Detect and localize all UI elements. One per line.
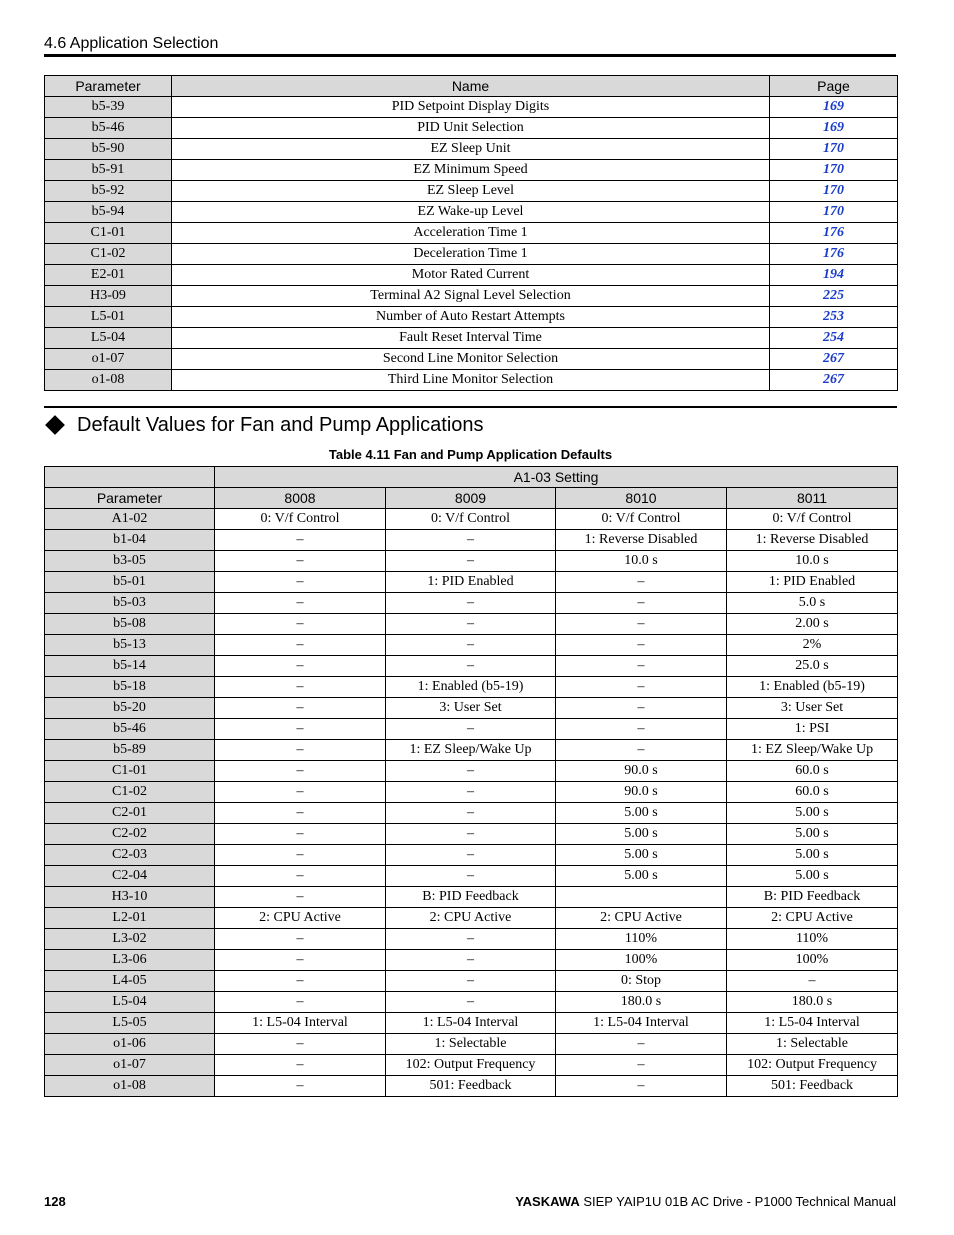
- page-link[interactable]: 225: [770, 286, 898, 307]
- setting-cell: –: [386, 551, 556, 572]
- table-row: [45, 349, 898, 370]
- page-link[interactable]: 170: [770, 139, 898, 160]
- parameter-table: [44, 75, 898, 391]
- setting-cell: 2: CPU Active: [727, 908, 898, 929]
- name-cell: EZ Sleep Level: [172, 181, 770, 202]
- setting-cell: 501: Feedback: [727, 1076, 898, 1097]
- subsection-title: Default Values for Fan and Pump Applications: [77, 413, 484, 436]
- setting-cell: –: [386, 530, 556, 551]
- table-row: [45, 551, 898, 572]
- setting-cell: –: [215, 992, 386, 1013]
- parameter-cell: L3-06: [45, 950, 215, 971]
- parameter-cell: b5-91: [45, 160, 172, 181]
- setting-cell: 5.00 s: [556, 803, 727, 824]
- setting-cell: –: [386, 656, 556, 677]
- setting-cell: B: PID Feedback: [727, 887, 898, 908]
- table-caption: Table 4.11 Fan and Pump Application Defaults: [328, 447, 613, 462]
- table-row: [45, 761, 898, 782]
- setting-cell: –: [215, 761, 386, 782]
- name-cell: Third Line Monitor Selection: [172, 370, 770, 391]
- table-row: [45, 908, 898, 929]
- setting-cell: –: [215, 677, 386, 698]
- setting-cell: –: [386, 635, 556, 656]
- table-row: [45, 950, 898, 971]
- parameter-cell: L5-04: [45, 328, 172, 349]
- parameter-cell: b5-20: [45, 698, 215, 719]
- table-row: [45, 887, 898, 908]
- column-header-8008: 8008: [215, 488, 386, 509]
- column-header-parameter: Parameter: [45, 488, 215, 509]
- setting-cell: 2.00 s: [727, 614, 898, 635]
- setting-cell: 1: PSI: [727, 719, 898, 740]
- table-row: [45, 160, 898, 181]
- table-row: [45, 614, 898, 635]
- group-header: A1-03 Setting: [215, 467, 898, 488]
- setting-cell: –: [556, 614, 727, 635]
- setting-cell: [556, 887, 727, 908]
- parameter-cell: H3-10: [45, 887, 215, 908]
- name-cell: Acceleration Time 1: [172, 223, 770, 244]
- table-row: [45, 97, 898, 118]
- parameter-cell: H3-09: [45, 286, 172, 307]
- page-link[interactable]: 253: [770, 307, 898, 328]
- setting-cell: –: [215, 803, 386, 824]
- parameter-cell: o1-06: [45, 1034, 215, 1055]
- page-link[interactable]: 267: [770, 370, 898, 391]
- parameter-cell: b1-04: [45, 530, 215, 551]
- page-link[interactable]: 176: [770, 244, 898, 265]
- name-cell: EZ Wake-up Level: [172, 202, 770, 223]
- setting-cell: 5.00 s: [727, 824, 898, 845]
- setting-cell: 1: Selectable: [386, 1034, 556, 1055]
- setting-cell: 60.0 s: [727, 761, 898, 782]
- defaults-table: [44, 466, 898, 1097]
- setting-cell: 0: Stop: [556, 971, 727, 992]
- name-cell: Second Line Monitor Selection: [172, 349, 770, 370]
- name-cell: Terminal A2 Signal Level Selection: [172, 286, 770, 307]
- column-header-name: Name: [172, 76, 770, 97]
- parameter-cell: L3-02: [45, 929, 215, 950]
- setting-cell: –: [386, 761, 556, 782]
- parameter-cell: b5-03: [45, 593, 215, 614]
- setting-cell: 2%: [727, 635, 898, 656]
- setting-cell: 501: Feedback: [386, 1076, 556, 1097]
- table-row: [45, 509, 898, 530]
- page-link[interactable]: 267: [770, 349, 898, 370]
- setting-cell: B: PID Feedback: [386, 887, 556, 908]
- setting-cell: 1: L5-04 Interval: [386, 1013, 556, 1034]
- setting-cell: –: [386, 824, 556, 845]
- table-header-row: [45, 76, 898, 97]
- table-row: [45, 1055, 898, 1076]
- column-header-8011: 8011: [727, 488, 898, 509]
- parameter-cell: L5-01: [45, 307, 172, 328]
- setting-cell: –: [386, 782, 556, 803]
- setting-cell: –: [386, 719, 556, 740]
- table-row: [45, 244, 898, 265]
- name-cell: PID Setpoint Display Digits: [172, 97, 770, 118]
- setting-cell: –: [215, 656, 386, 677]
- setting-cell: –: [386, 992, 556, 1013]
- setting-cell: 2: CPU Active: [556, 908, 727, 929]
- table-row: [45, 223, 898, 244]
- setting-cell: 1: L5-04 Interval: [727, 1013, 898, 1034]
- parameter-cell: b5-90: [45, 139, 172, 160]
- setting-cell: –: [386, 614, 556, 635]
- setting-cell: –: [215, 719, 386, 740]
- parameter-cell: b5-92: [45, 181, 172, 202]
- parameter-cell: E2-01: [45, 265, 172, 286]
- setting-cell: –: [215, 782, 386, 803]
- setting-cell: 5.00 s: [727, 866, 898, 887]
- table-row: [45, 139, 898, 160]
- setting-cell: –: [215, 1034, 386, 1055]
- setting-cell: –: [386, 971, 556, 992]
- table-row: [45, 286, 898, 307]
- table-row: [45, 1076, 898, 1097]
- parameter-cell: b5-01: [45, 572, 215, 593]
- setting-cell: 1: EZ Sleep/Wake Up: [386, 740, 556, 761]
- parameter-cell: C2-01: [45, 803, 215, 824]
- page-link[interactable]: 169: [770, 97, 898, 118]
- setting-cell: 5.00 s: [556, 866, 727, 887]
- setting-cell: 1: PID Enabled: [386, 572, 556, 593]
- setting-cell: 90.0 s: [556, 782, 727, 803]
- setting-cell: 1: L5-04 Interval: [215, 1013, 386, 1034]
- setting-cell: –: [556, 677, 727, 698]
- setting-cell: 5.00 s: [727, 803, 898, 824]
- setting-cell: –: [556, 656, 727, 677]
- setting-cell: 180.0 s: [727, 992, 898, 1013]
- setting-cell: –: [386, 929, 556, 950]
- table-row: [45, 635, 898, 656]
- parameter-cell: A1-02: [45, 509, 215, 530]
- table-row: [45, 1034, 898, 1055]
- name-cell: Fault Reset Interval Time: [172, 328, 770, 349]
- table-row: [45, 118, 898, 139]
- setting-cell: –: [215, 929, 386, 950]
- section-rule: [44, 54, 896, 57]
- name-cell: Deceleration Time 1: [172, 244, 770, 265]
- setting-cell: –: [727, 971, 898, 992]
- name-cell: EZ Sleep Unit: [172, 139, 770, 160]
- setting-cell: 110%: [727, 929, 898, 950]
- setting-cell: 100%: [556, 950, 727, 971]
- parameter-cell: b5-08: [45, 614, 215, 635]
- setting-cell: 100%: [727, 950, 898, 971]
- parameter-cell: b5-18: [45, 677, 215, 698]
- setting-cell: –: [386, 845, 556, 866]
- table-row: [45, 370, 898, 391]
- footer-manual-title: [515, 1194, 896, 1209]
- column-header-row: [45, 488, 898, 509]
- name-cell: EZ Minimum Speed: [172, 160, 770, 181]
- table-row: [45, 593, 898, 614]
- parameter-cell: C1-01: [45, 223, 172, 244]
- table-row: [45, 307, 898, 328]
- table-row: [45, 328, 898, 349]
- subsection-heading: [44, 411, 484, 439]
- parameter-cell: b5-46: [45, 118, 172, 139]
- setting-cell: –: [556, 593, 727, 614]
- setting-cell: –: [215, 887, 386, 908]
- table-row: [45, 1013, 898, 1034]
- setting-cell: –: [215, 635, 386, 656]
- parameter-cell: b5-46: [45, 719, 215, 740]
- table-row: [45, 202, 898, 223]
- setting-cell: –: [215, 1076, 386, 1097]
- setting-cell: –: [386, 866, 556, 887]
- setting-cell: 0: V/f Control: [556, 509, 727, 530]
- table-row: [45, 782, 898, 803]
- table-row: [45, 845, 898, 866]
- table-row: [45, 530, 898, 551]
- setting-cell: –: [386, 593, 556, 614]
- setting-cell: 1: Reverse Disabled: [556, 530, 727, 551]
- setting-cell: –: [556, 698, 727, 719]
- setting-cell: –: [215, 614, 386, 635]
- setting-cell: –: [556, 1034, 727, 1055]
- setting-cell: 10.0 s: [727, 551, 898, 572]
- page-number: 128: [44, 1194, 66, 1209]
- setting-cell: 102: Output Frequency: [727, 1055, 898, 1076]
- footer-brand: YASKAWA: [515, 1194, 580, 1209]
- empty-header-cell: [45, 467, 215, 488]
- setting-cell: –: [215, 971, 386, 992]
- table-row: [45, 824, 898, 845]
- table-row: [45, 992, 898, 1013]
- setting-cell: –: [215, 1055, 386, 1076]
- setting-cell: –: [215, 866, 386, 887]
- table-row: [45, 803, 898, 824]
- setting-cell: 1: L5-04 Interval: [556, 1013, 727, 1034]
- setting-cell: –: [556, 719, 727, 740]
- page-link[interactable]: 176: [770, 223, 898, 244]
- parameter-cell: L5-04: [45, 992, 215, 1013]
- page-link[interactable]: 170: [770, 181, 898, 202]
- diamond-icon: [45, 415, 65, 435]
- parameter-cell: L4-05: [45, 971, 215, 992]
- setting-cell: –: [215, 551, 386, 572]
- parameter-cell: o1-07: [45, 349, 172, 370]
- table-row: [45, 572, 898, 593]
- table-row: [45, 656, 898, 677]
- setting-cell: –: [556, 1076, 727, 1097]
- setting-cell: 0: V/f Control: [727, 509, 898, 530]
- setting-cell: 3: User Set: [727, 698, 898, 719]
- setting-cell: 1: PID Enabled: [727, 572, 898, 593]
- setting-cell: 0: V/f Control: [215, 509, 386, 530]
- setting-cell: 60.0 s: [727, 782, 898, 803]
- setting-cell: –: [215, 572, 386, 593]
- column-header-page: Page: [770, 76, 898, 97]
- setting-cell: 1: Enabled (b5-19): [386, 677, 556, 698]
- setting-cell: –: [215, 950, 386, 971]
- table-row: [45, 740, 898, 761]
- setting-cell: 25.0 s: [727, 656, 898, 677]
- setting-cell: 1: EZ Sleep/Wake Up: [727, 740, 898, 761]
- setting-cell: 5.00 s: [556, 845, 727, 866]
- setting-cell: –: [386, 950, 556, 971]
- setting-cell: 5.00 s: [556, 824, 727, 845]
- setting-cell: 5.00 s: [727, 845, 898, 866]
- setting-cell: 0: V/f Control: [386, 509, 556, 530]
- setting-cell: –: [215, 593, 386, 614]
- setting-cell: –: [556, 1055, 727, 1076]
- parameter-cell: C2-02: [45, 824, 215, 845]
- page-link[interactable]: 254: [770, 328, 898, 349]
- table-row: [45, 866, 898, 887]
- setting-cell: –: [386, 803, 556, 824]
- section-header: [44, 34, 896, 57]
- parameter-cell: b5-89: [45, 740, 215, 761]
- setting-cell: 2: CPU Active: [215, 908, 386, 929]
- column-header-parameter: Parameter: [45, 76, 172, 97]
- setting-cell: –: [215, 530, 386, 551]
- name-cell: Number of Auto Restart Attempts: [172, 307, 770, 328]
- parameter-cell: o1-08: [45, 370, 172, 391]
- setting-cell: –: [556, 572, 727, 593]
- setting-cell: 1: Enabled (b5-19): [727, 677, 898, 698]
- setting-cell: –: [215, 740, 386, 761]
- page-link[interactable]: 170: [770, 202, 898, 223]
- setting-cell: –: [556, 740, 727, 761]
- setting-cell: 3: User Set: [386, 698, 556, 719]
- setting-cell: –: [215, 698, 386, 719]
- setting-cell: 2: CPU Active: [386, 908, 556, 929]
- setting-cell: –: [556, 635, 727, 656]
- column-header-8010: 8010: [556, 488, 727, 509]
- group-header-row: [45, 467, 898, 488]
- parameter-cell: b5-39: [45, 97, 172, 118]
- table-row: [45, 929, 898, 950]
- parameter-cell: L5-05: [45, 1013, 215, 1034]
- setting-cell: 90.0 s: [556, 761, 727, 782]
- setting-cell: 102: Output Frequency: [386, 1055, 556, 1076]
- defaults-table-body: [45, 509, 898, 1097]
- footer-manual-name: SIEP YAIP1U 01B AC Drive - P1000 Technical Manual: [579, 1194, 896, 1209]
- parameter-cell: o1-08: [45, 1076, 215, 1097]
- setting-cell: –: [215, 824, 386, 845]
- divider-rule: [44, 406, 897, 408]
- table-row: [45, 698, 898, 719]
- parameter-cell: C1-02: [45, 244, 172, 265]
- table-row: [45, 719, 898, 740]
- setting-cell: –: [215, 845, 386, 866]
- parameter-cell: o1-07: [45, 1055, 215, 1076]
- setting-cell: 110%: [556, 929, 727, 950]
- column-header-8009: 8009: [386, 488, 556, 509]
- table-row: [45, 677, 898, 698]
- table-row: [45, 971, 898, 992]
- setting-cell: 1: Reverse Disabled: [727, 530, 898, 551]
- setting-cell: 180.0 s: [556, 992, 727, 1013]
- page-link[interactable]: 169: [770, 118, 898, 139]
- name-cell: PID Unit Selection: [172, 118, 770, 139]
- parameter-cell: b5-94: [45, 202, 172, 223]
- section-title: 4.6 Application Selection: [44, 35, 219, 52]
- parameter-cell: L2-01: [45, 908, 215, 929]
- parameter-cell: C2-03: [45, 845, 215, 866]
- parameter-cell: b3-05: [45, 551, 215, 572]
- setting-cell: 5.0 s: [727, 593, 898, 614]
- parameter-cell: C1-02: [45, 782, 215, 803]
- table-row: [45, 181, 898, 202]
- parameter-cell: b5-14: [45, 656, 215, 677]
- parameter-cell: C1-01: [45, 761, 215, 782]
- name-cell: Motor Rated Current: [172, 265, 770, 286]
- table-row: [45, 265, 898, 286]
- page-link[interactable]: 170: [770, 160, 898, 181]
- parameter-cell: C2-04: [45, 866, 215, 887]
- page-link[interactable]: 194: [770, 265, 898, 286]
- setting-cell: 10.0 s: [556, 551, 727, 572]
- setting-cell: 1: Selectable: [727, 1034, 898, 1055]
- parameter-table-body: [45, 97, 898, 391]
- parameter-cell: b5-13: [45, 635, 215, 656]
